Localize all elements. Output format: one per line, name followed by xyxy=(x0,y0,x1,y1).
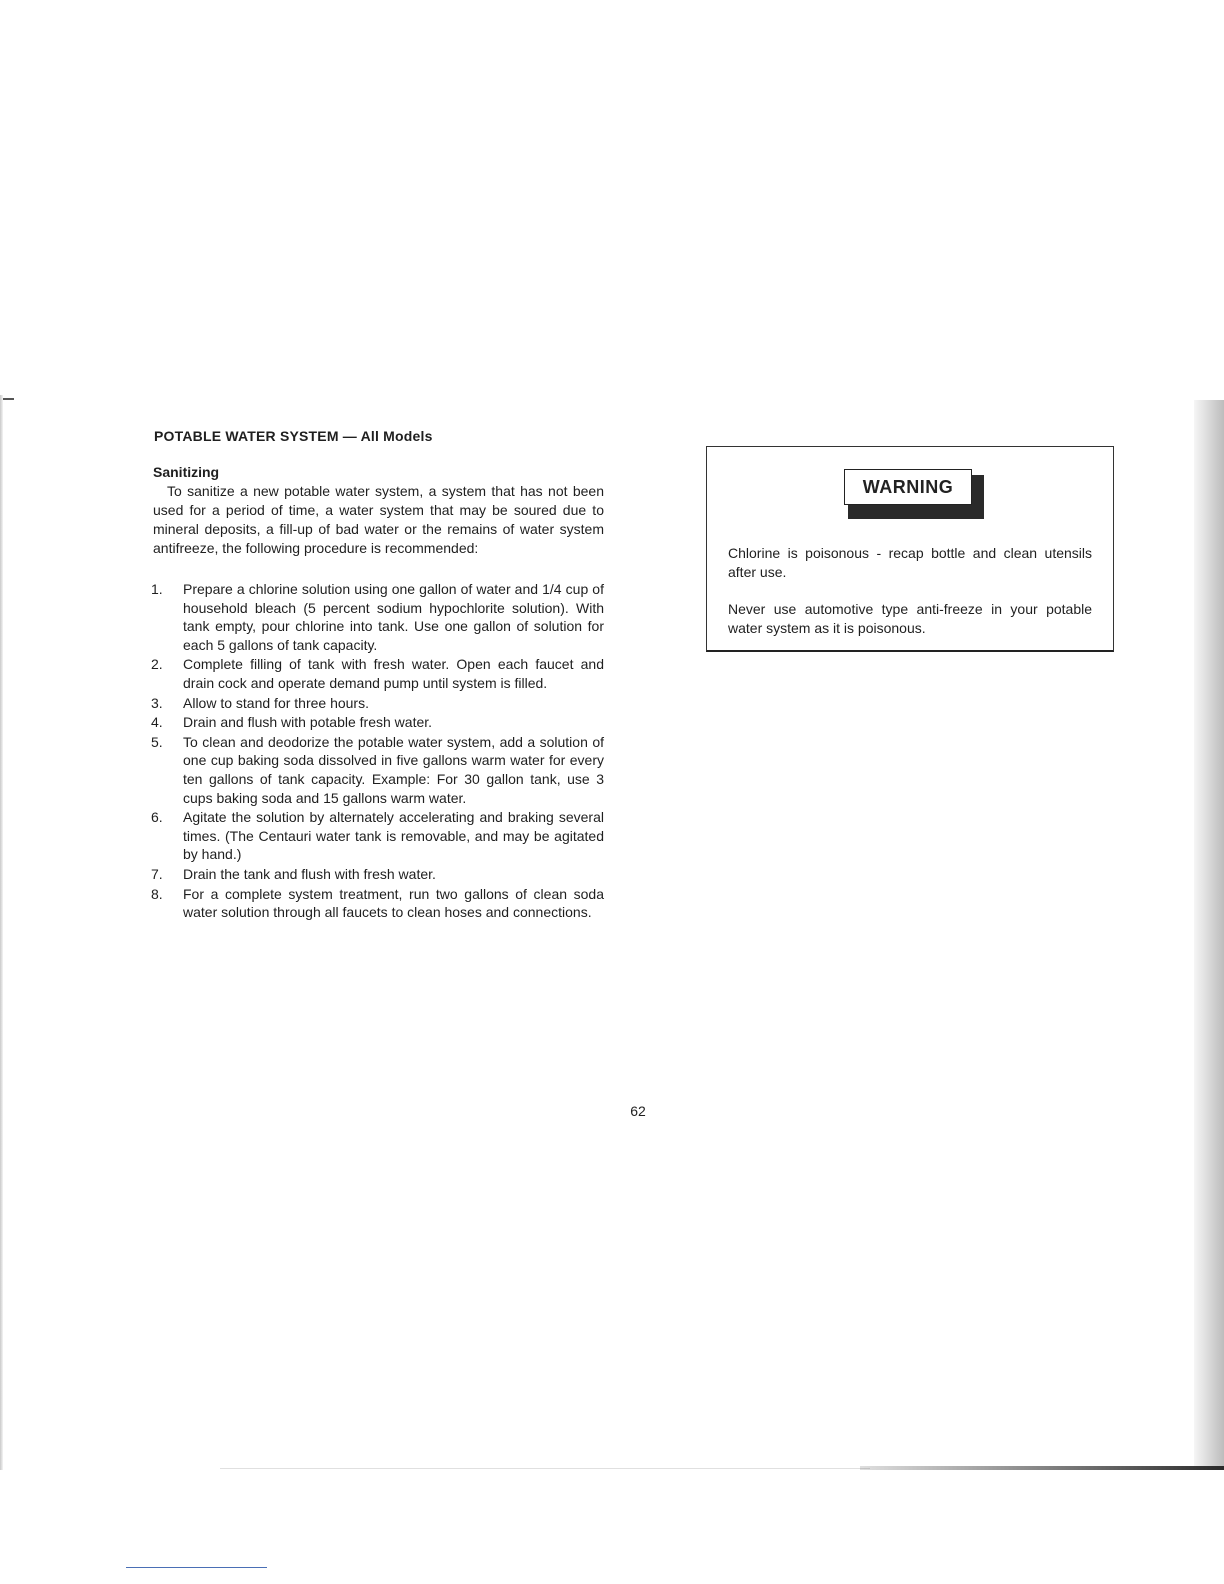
step-text: Complete filling of tank with fresh water. Open each faucet and drain cock and operate demand pump until system is filled. xyxy=(183,656,604,691)
warning-label: WARNING xyxy=(844,469,972,505)
list-item xyxy=(147,808,604,864)
page-edge-left xyxy=(0,395,3,1470)
warning-box xyxy=(706,446,1114,652)
intro-paragraph: To sanitize a new potable water system, a system that has not been used for a period of time, a water system that may be soured due to mineral deposits, a fill-up of bad water or the remains of water system antifreeze, the following procedure is recommended: xyxy=(153,483,604,556)
step-number: 2. xyxy=(151,656,163,673)
warning-badge xyxy=(844,469,984,519)
step-number: 4. xyxy=(151,714,163,731)
step-number: 5. xyxy=(151,733,163,750)
step-text: For a complete system treatment, run two gallons of clean soda water solution through all faucets to clean hoses and connections. xyxy=(183,885,604,921)
step-number: 1. xyxy=(151,581,163,597)
subsection-title: Sanitizing xyxy=(153,464,220,480)
list-item xyxy=(147,713,604,732)
list-item xyxy=(147,655,604,692)
step-text: Allow to stand for three hours. xyxy=(183,694,369,711)
page-number: 62 xyxy=(630,1103,646,1119)
page-bottom-edge xyxy=(860,1466,1224,1470)
page-bottom-shadow xyxy=(220,1468,870,1469)
step-text: Prepare a chlorine solution using one gallon of water and 1/4 cup of household bleach (5 percent sodium hypochlorite solution). With tank empty, pour chlorine into tank. Use one gallon of solution for each 5 gallons of tank capacity. xyxy=(183,581,604,653)
step-number: 3. xyxy=(151,694,163,711)
bottom-underline xyxy=(126,1567,267,1568)
warning-text-antifreeze: Never use automotive type anti-freeze in your potable water system as it is poisonous. xyxy=(728,601,1092,636)
page-edge-right xyxy=(1194,400,1224,1470)
step-text: Agitate the solution by alternately accelerating and braking several times. (The Centauri water tank is removable, and may be agitated by hand.) xyxy=(183,809,604,863)
list-item xyxy=(147,694,604,713)
list-item xyxy=(147,733,604,807)
list-item xyxy=(147,885,604,922)
step-number: 8. xyxy=(151,885,163,902)
list-item xyxy=(147,580,604,654)
procedure-steps xyxy=(147,580,604,922)
step-number: 7. xyxy=(151,865,163,882)
section-title: POTABLE WATER SYSTEM — All Models xyxy=(154,428,433,444)
step-text: Drain the tank and flush with fresh water. xyxy=(183,865,436,882)
warning-text-chlorine: Chlorine is poisonous - recap bottle and clean utensils after use. xyxy=(728,545,1092,580)
step-number: 6. xyxy=(151,809,163,826)
main-text-column xyxy=(147,428,604,923)
step-text: Drain and flush with potable fresh water. xyxy=(183,714,433,731)
step-text: To clean and deodorize the potable water system, add a solution of one cup baking soda dissolved in five gallons warm water for every ten gallons of tank capacity. Example: For 30 gallon tank, use 3 cups baking soda and 15 gallons warm water. xyxy=(183,733,604,806)
list-item xyxy=(147,865,604,884)
